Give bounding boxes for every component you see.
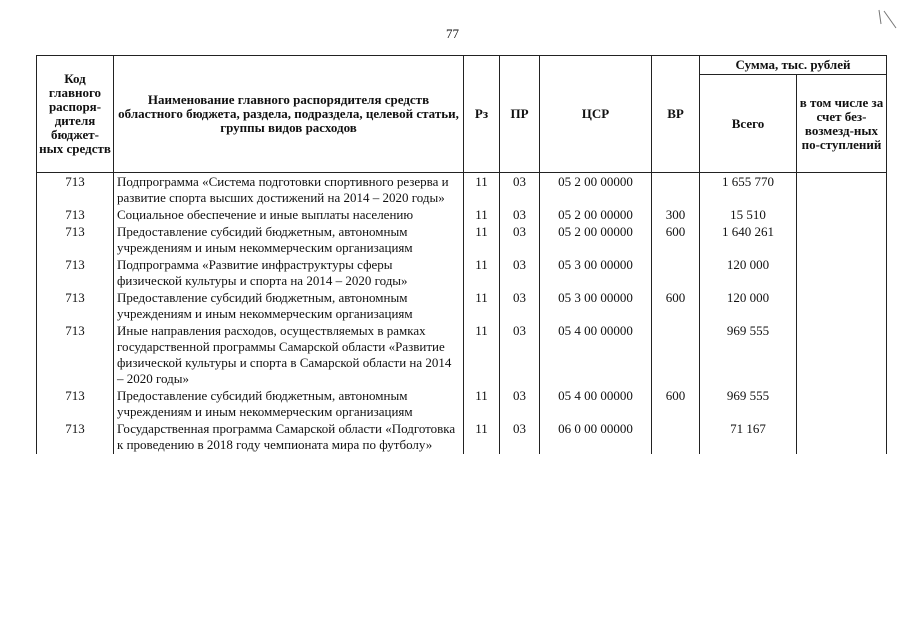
cell-csr: 06 0 00 00000 — [540, 421, 652, 454]
cell-vr: 300 — [652, 207, 700, 224]
cell-free — [797, 388, 887, 421]
cell-name: Социальное обеспечение и иные выплаты населению — [114, 207, 464, 224]
cell-free — [797, 421, 887, 454]
cell-vr: 600 — [652, 388, 700, 421]
table-row — [37, 323, 887, 388]
cell-csr: 05 2 00 00000 — [540, 224, 652, 257]
cell-total: 120 000 — [700, 290, 797, 323]
cell-free — [797, 257, 887, 290]
cell-code: 713 — [37, 290, 114, 323]
cell-code: 713 — [37, 421, 114, 454]
budget-table — [36, 55, 887, 454]
table-row — [37, 421, 887, 454]
header-total: Всего — [700, 75, 797, 173]
cell-pr: 03 — [500, 207, 540, 224]
table-body — [37, 173, 887, 455]
cell-vr: 600 — [652, 224, 700, 257]
corner-mark-icon — [876, 8, 898, 30]
cell-pr: 03 — [500, 323, 540, 388]
table-row — [37, 388, 887, 421]
cell-code: 713 — [37, 207, 114, 224]
page-number: 77 — [446, 26, 459, 41]
cell-rz: 11 — [464, 290, 500, 323]
cell-rz: 11 — [464, 257, 500, 290]
cell-name: Подпрограмма «Развитие инфраструктуры сферы физической культуры и спорта на 2014 – 2020 годы» — [114, 257, 464, 290]
cell-csr: 05 2 00 00000 — [540, 207, 652, 224]
cell-free — [797, 207, 887, 224]
table-row — [37, 290, 887, 323]
cell-name: Предоставление субсидий бюджетным, автономным учреждениям и иным некоммерческим организациям — [114, 224, 464, 257]
cell-total: 969 555 — [700, 388, 797, 421]
cell-rz: 11 — [464, 173, 500, 208]
header-sum-group: Сумма, тыс. рублей — [700, 56, 887, 75]
cell-name: Иные направления расходов, осуществляемых в рамках государственной программы Самарской области «Развитие физической культуры и спорта в Самарской области на 2014 – 2020 годы» — [114, 323, 464, 388]
cell-name: Предоставление субсидий бюджетным, автономным учреждениям и иным некоммерческим организациям — [114, 388, 464, 421]
cell-vr — [652, 173, 700, 208]
cell-vr — [652, 257, 700, 290]
cell-total: 1 655 770 — [700, 173, 797, 208]
table-header — [37, 56, 887, 173]
cell-name: Государственная программа Самарской области «Подготовка к проведению в 2018 году чемпионата мира по футболу» — [114, 421, 464, 454]
cell-csr: 05 2 00 00000 — [540, 173, 652, 208]
cell-pr: 03 — [500, 421, 540, 454]
cell-rz: 11 — [464, 388, 500, 421]
cell-csr: 05 3 00 00000 — [540, 290, 652, 323]
table-row — [37, 173, 887, 208]
cell-name: Предоставление субсидий бюджетным, автономным учреждениям и иным некоммерческим организациям — [114, 290, 464, 323]
cell-rz: 11 — [464, 323, 500, 388]
cell-pr: 03 — [500, 257, 540, 290]
cell-csr: 05 4 00 00000 — [540, 323, 652, 388]
cell-total: 1 640 261 — [700, 224, 797, 257]
cell-pr: 03 — [500, 388, 540, 421]
cell-free — [797, 323, 887, 388]
cell-pr: 03 — [500, 224, 540, 257]
cell-csr: 05 3 00 00000 — [540, 257, 652, 290]
cell-pr: 03 — [500, 173, 540, 208]
table-row — [37, 207, 887, 224]
cell-free — [797, 224, 887, 257]
cell-vr — [652, 323, 700, 388]
header-free: в том числе за счет без-возмезд-ных по-ступлений — [797, 75, 887, 173]
header-csr: ЦСР — [540, 56, 652, 173]
cell-rz: 11 — [464, 421, 500, 454]
header-code: Код главного распоря-дителя бюджет-ных средств — [37, 56, 114, 173]
cell-total: 71 167 — [700, 421, 797, 454]
cell-vr: 600 — [652, 290, 700, 323]
cell-vr — [652, 421, 700, 454]
cell-free — [797, 290, 887, 323]
table-row — [37, 224, 887, 257]
cell-total: 15 510 — [700, 207, 797, 224]
cell-code: 713 — [37, 323, 114, 388]
cell-code: 713 — [37, 173, 114, 208]
header-pr: ПР — [500, 56, 540, 173]
header-rz: Рз — [464, 56, 500, 173]
cell-total: 120 000 — [700, 257, 797, 290]
cell-pr: 03 — [500, 290, 540, 323]
cell-rz: 11 — [464, 207, 500, 224]
cell-name: Подпрограмма «Система подготовки спортивного резерва и развитие спорта высших достижений на 2014 – 2020 годы» — [114, 173, 464, 208]
cell-rz: 11 — [464, 224, 500, 257]
cell-code: 713 — [37, 388, 114, 421]
cell-total: 969 555 — [700, 323, 797, 388]
cell-csr: 05 4 00 00000 — [540, 388, 652, 421]
cell-code: 713 — [37, 257, 114, 290]
header-vr: ВР — [652, 56, 700, 173]
table-row — [37, 257, 887, 290]
header-name: Наименование главного распорядителя средств областного бюджета, раздела, подраздела, целевой статьи, группы видов расходов — [114, 56, 464, 173]
cell-code: 713 — [37, 224, 114, 257]
cell-free — [797, 173, 887, 208]
